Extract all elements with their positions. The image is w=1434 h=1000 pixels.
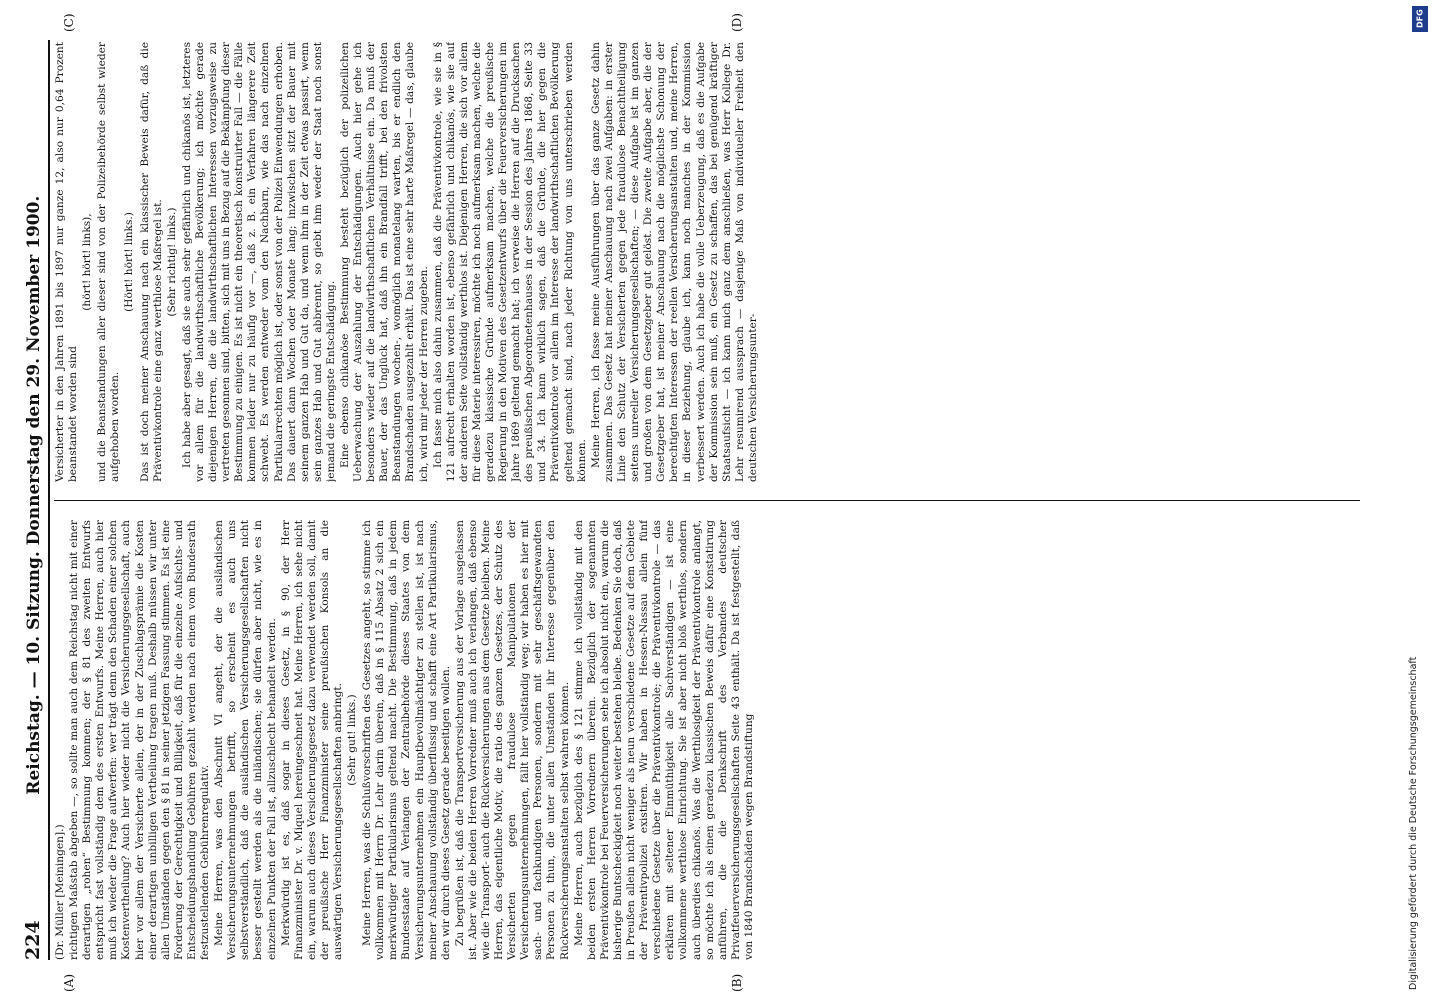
paragraph: Merkwürdig ist es, daß sogar in dieses Gesetz, in § 90, der Herr Finanzminister Dr. v. Miquel hereingeschneit hat. Meine Herren, ich sehe nicht ein, warum auch dieses Versicherungsgesetz dazu verwendet werden soll, damit der preußische Herr Finanzminister seine preußischen Konsols an die auswärtigen Versicherungsgesellschaften anbringt. [279, 520, 344, 960]
page-header [14, 40, 44, 960]
paragraph: Meine Herren, was die Schlußvorschriften des Gesetzes angeht, so stimme ich vollkommen mit Herrn Dr. Lehr darin überein, daß in § 115 Absatz 2 sich ein merkwürdiger Partikularismus geltend macht. Die Bestimmung, daß in jedem Bundesstaate auf Verlangen der Zentralbehörde dieses Staates von dem Versicherungsunternehmen ein Hauptbevollmächtigter zu stellen ist, ist nach meiner Anschauung vollständig überflüssig und schafft eine Art Partikularismus, den wir durch dieses Gesetz gerade beseitigen wollen. [361, 520, 452, 960]
right-column [54, 42, 1360, 482]
page-title: Reichstag. — 10. Sitzung. Donnerstag den 29. November 1900. [24, 195, 44, 795]
paragraph: Das ist doch meiner Anschauung nach ein klassischer Beweis dafür, daß die Präventivkontrole eine ganz werthlose Maßregel ist. [138, 42, 164, 482]
digitization-note: Digitalisierung gefördert durch die Deutsche Forschungsgemeinschaft [1408, 656, 1419, 990]
paragraph: und die Beanstandungen aller dieser sind von der Polizeibehörde selbst wieder aufgehoben worden. [96, 42, 122, 482]
interjection: (Sehr richtig! links.) [165, 207, 178, 317]
interjection: (Sehr gut! links.) [346, 694, 359, 786]
paragraph: Versicherter in den Jahren 1891 bis 1897 nur ganze 12, also nur 0,64 Prozent beanstandet worden sind [54, 42, 80, 482]
paragraph: Eine ebenso chikanöse Bestimmung besteht bezüglich der polizeilichen Ueberwachung der Auszahlung der Entschädigungen. Auch hier gehe ich besonders wieder auf die landwirthschaftlichen Verhältnisse ein. Da muß der Bauer, der das Unglück hat, daß ihn ein Brandfall trifft, bei den frivolsten Beanstandungen wochen-, womöglich monatelang warten, bis er endlich den Brandschaden ausgezahlt erhält. Das ist eine sehr harte Maßregel — das, glaube ich, wird mir jeder der Herren zugeben. [338, 42, 430, 482]
paragraph: Meine Herren, was den Abschnitt VI angeht, der die ausländischen Versicherungsunternehmungen betrifft, so erscheint es auch uns selbstverständlich, daß die ausländischen Versicherungsgesellschaften nicht besser gestellt werden als die inländischen; sie dürfen aber nicht, wie es in einzelnen Punkten der Fall ist, allzuschlecht behandelt werden. [213, 520, 278, 960]
column-separator [54, 500, 1360, 501]
margin-mark-c: (C) [62, 13, 76, 32]
margin-mark-a: (A) [62, 973, 76, 992]
interjection: (Hört! hört! links.) [123, 212, 136, 312]
page-number: 224 [22, 920, 44, 960]
paragraph: Meine Herren, ich fasse meine Ausführungen über das ganze Gesetz dahin zusammen. Das Gesetz hat meiner Anschauung nach zwei Aufgaben: in erster Linie den Schutz der Versicherten gegen jede fraudulose Benachtheiligung seitens unreeller Versicherungsgesellschaften; — diese Aufgabe ist im ganzen und großen von dem Gesetzgeber gut gelöst. Die zweite Aufgabe aber, die der Gesetzgeber hat, ist meiner Anschauung nach die möglichste Schonung der berechtigten Interessen der reellen Versicherungsanstalten und, meine Herren, in dieser Beziehung, glaube ich, kann noch manches in der Kommission verbessert werden. Auch ich habe die volle Ueberzeugung, daß es die Aufgabe der Kommission sein muß, ein Gesetz zu schaffen, das bei genügend kräftiger Staatsaufsicht — ich kann mich ganz dem anschließen, was Herr Kollege Dr. Lehr resumirend aussprach — dasjenige Maß von individueller Freiheit den deutschen Versicherungsunter- [589, 42, 759, 482]
paragraph: Zu begrüßen ist, daß die Transportversicherung aus der Vorlage ausgelassen ist. Aber wie die beiden Herren Vorredner muß auch ich verlangen, daß ebenso wie die Transport- auch die Rückversicherungen aus dem Gesetze bleiben. Meine Herren, das eigentliche Motiv, die ratio des ganzen Gesetzes, der Schutz des Versicherten gegen fraudulose Manipulationen der Versicherungsunternehmungen, fällt hier vollständig weg; wir haben es hier mit sach- und fachkundigen Personen, sondern mit sehr geschäftsgewandten Personen zu thun, die unter allen Umständen ihr Interesse gegenüber den Rückversicherungsanstalten selbst wahren können. [453, 520, 571, 960]
speaker-line: (Dr. Müller [Meiningen].) [54, 824, 66, 960]
margin-mark-d: (D) [730, 13, 744, 32]
margin-mark-b: (B) [730, 973, 744, 992]
paragraph: richtigen Maßstab abgeben —, so sollte man auch dem Reichstag nicht mit einer derartigen „rohen“ Bestimmung kommen; der § 81 des zweiten Entwurfs entspricht fast vollständig dem des ersten Entwurfs. Meine Herren, auch hier muß ich wieder die Frage aufwerfen: wer trägt denn den Schaden einer solchen Kostenvertheilung? Auch hier wieder nicht die Versicherungsgesellschaft, auch hier vor allem der Versicherte allein, der in der Zuschlagsprämie die Kosten einer derartigen unbilligen Vertheilung tragen muß. Deshalb müssen wir unter allen Umständen gegen den § 81 in seiner jetzigen Fassung stimmen. Es ist eine Forderung der Gerechtigkeit und Billigkeit, daß für die einzelne Aufsichts- und Entscheidungshandlung Gebühren gezahlt werden nach einem vom Bundesrath festzustellenden Gebührenregulativ. [68, 520, 212, 960]
paragraph: Ich habe aber gesagt, daß sie auch sehr gefährlich und chikanös ist, letzteres vor allem für die landwirthschaftliche Bevölkerung; ich möchte gerade diejenigen Herren, die die landwirthschaftlichen Interessen vorzugsweise zu vertreten gesonnen sind, bitten, sich mit uns in Bezug auf die Bekämpfung dieser Bestimmung zu einigen. Es ist nicht ein theoretisch konstruirter Fall — die Fälle kommen leider nur zu häufig vor —, daß z. B. ein Verfahren längerere Zeit schwebt. Es werden entweder vom den Nachbarn, wie das nach einzelnen Partikularrechten möglich ist, oder sonst von der Polizei Einwendungen erhoben. Das dauert dann Wochen oder Monate lang; inzwischen sitzt der Bauer mit seinem ganzen Hab und Gut da, und wenn ihm in der Zeit etwas passirt, wenn sein ganzes Hab und Gut abbrennt, so giebt ihm weder der Staat noch sonst jemand die geringste Entschädigung. [180, 42, 337, 482]
paragraph: Meine Herren, auch bezüglich des § 121 stimme ich vollständig mit den beiden ersten Herren Vorrednern überein. Bezüglich der sogenannten Präventivkontrole bei Feuerversicherungen sehe ich absolut nicht ein, warum die bisherige Buntscheckigkeit noch weiter bestehen bleibe. Bedenken Sie doch, daß in Preußen allein nicht weniger als neun verschiedene Gesetze auf dem Gebiete der Präventivpolizei existiren. Wir haben in Hessen-Nassau allein fünf verschiedene Gesetze über die Präventivkontrole; die Präventivkontrole — das erklären mit seltener Einmüthigkeit alle Sachverständigen — ist eine vollkommene werthlose Einrichtung. Sie ist aber nicht bloß werthlos, sondern auch überdies chikanös. Was die Werthlosigkeit der Präventivkontrole anlangt, so möchte ich als einen geradezu klassischen Beweis dafür eine Konstatirung anführen, die die Denkschrift des Verbandes deutscher Privatfeuerversicherungsgesellschaften Seite 43 enthält. Da ist festgestellt, daß von 1840 Brandschäden wegen Brandstiftung [572, 520, 755, 960]
header-rule [48, 40, 50, 960]
left-column [54, 520, 1360, 960]
paragraph: Ich fasse mich also dahin zusammen, daß die Präventivkontrole, wie sie in § 121 aufrecht erhalten worden ist, ebenso gefährlich und chikanös, wie sie auf der anderen Seite vollständig werthlos ist. Diejenigen Herren, die sich vor allem für diese Materie interessiren, möchte ich noch aufmerksam machen, welche die geradezu klassische Gründe aufmerksam machen, welche die preußische Regierung in den Motiven des Gesetzentwurfs über die Feuerversicherungen im Jahre 1869 geltend gemacht hat; ich verweise die Herren auf die Drucksachen des preußischen Abgeordnetenhauses in der Session des Jahres 1868, Seite 33 und 34. Ich kann wirklich sagen, daß die Gründe, die hier gegen die Präventivkontrole vor allem im Interesse der landwirthschaftlichen Bevölkerung geltend gemacht sind, nach jeder Richtung von uns unterschrieben werden können. [431, 42, 588, 482]
dfg-logo: DFG [1412, 6, 1428, 32]
interjection: (hört! hört! links), [81, 213, 94, 311]
